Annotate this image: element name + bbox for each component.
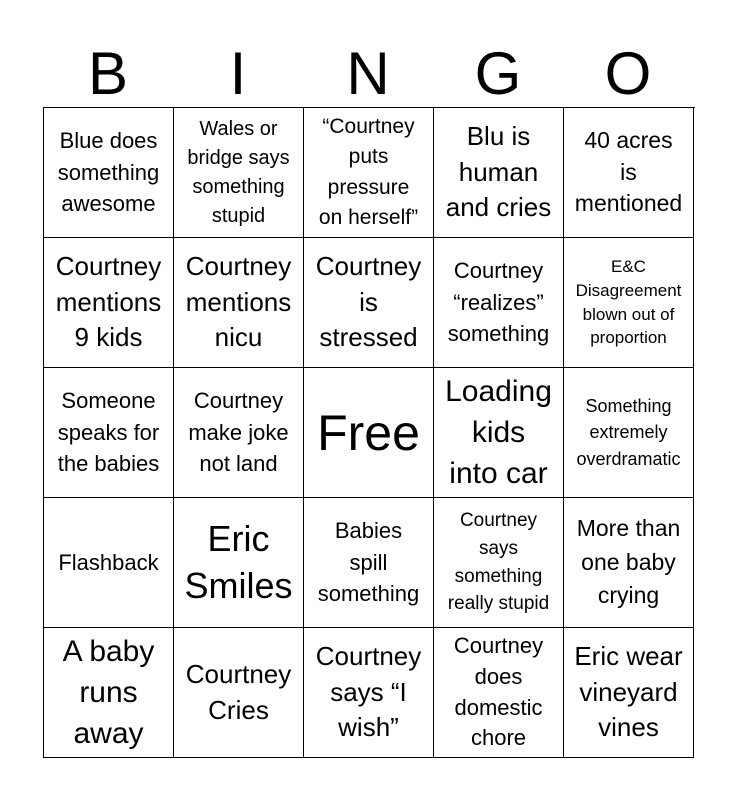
bingo-cell-r1c4[interactable] — [434, 108, 564, 238]
bingo-cell-r5c3[interactable] — [304, 628, 434, 758]
bingo-cell-text: Someone speaks for the babies — [57, 387, 160, 477]
bingo-cell-r3c3[interactable] — [304, 368, 434, 498]
bingo-cell-text: Babies spill something — [317, 517, 420, 607]
bingo-cell-text: Courtney “realizes” something — [447, 257, 550, 347]
bingo-cell-text: Courtney Cries — [185, 658, 292, 725]
bingo-cell-text: Blu is human and cries — [445, 121, 552, 223]
bingo-cell-text: Blue does something awesome — [57, 127, 160, 217]
bingo-header — [43, 40, 693, 108]
header-letter-n: N — [346, 40, 390, 107]
bingo-cell-r2c2[interactable] — [174, 238, 304, 368]
header-letter-i: I — [229, 40, 247, 107]
bingo-cell-r3c5[interactable] — [564, 368, 694, 498]
bingo-cell-text: Eric wear vineyard vines — [574, 641, 683, 743]
bingo-cell-r4c5[interactable] — [564, 498, 694, 628]
bingo-cell-r4c4[interactable] — [434, 498, 564, 628]
header-letter-o: O — [604, 40, 652, 107]
header-letter-g: G — [474, 40, 522, 107]
bingo-cell-text: “Courtney puts pressure on herself” — [318, 114, 419, 229]
bingo-cell-r4c1[interactable] — [44, 498, 174, 628]
bingo-cell-text: 40 acres is mentioned — [574, 126, 683, 217]
bingo-cell-r5c4[interactable] — [434, 628, 564, 758]
bingo-cell-r2c3[interactable] — [304, 238, 434, 368]
bingo-cell-r5c2[interactable] — [174, 628, 304, 758]
bingo-cell-r3c4[interactable] — [434, 368, 564, 498]
header-letter-b: B — [87, 40, 129, 107]
bingo-cell-text: Courtney is stressed — [315, 251, 422, 353]
bingo-cell-text: Loading kids into car — [445, 374, 552, 491]
bingo-cell-r2c5[interactable] — [564, 238, 694, 368]
bingo-cell-text: Courtney does domestic chore — [453, 633, 544, 751]
bingo-cell-text: More than one baby crying — [576, 515, 681, 609]
bingo-cell-text: Courtney make joke not land — [188, 387, 289, 477]
bingo-cell-r3c2[interactable] — [174, 368, 304, 498]
bingo-cell-text: Courtney says something really stupid — [447, 510, 550, 615]
bingo-cell-text: A baby runs away — [62, 634, 155, 751]
bingo-cell-r5c1[interactable] — [44, 628, 174, 758]
bingo-cell-r4c2[interactable] — [174, 498, 304, 628]
bingo-cell-text: Wales or bridge says something stupid — [187, 117, 290, 227]
bingo-cell-r2c4[interactable] — [434, 238, 564, 368]
bingo-board — [43, 107, 695, 758]
bingo-cell-r1c3[interactable] — [304, 108, 434, 238]
bingo-cell-r1c5[interactable] — [564, 108, 694, 238]
bingo-cell-r4c3[interactable] — [304, 498, 434, 628]
bingo-cell-r1c1[interactable] — [44, 108, 174, 238]
bingo-cell-text: Courtney mentions nicu — [185, 251, 292, 353]
bingo-cell-text: E&C Disagreement blown out of proportion — [575, 257, 682, 348]
bingo-cell-text: Free — [317, 404, 420, 461]
bingo-cell-text: Courtney mentions 9 kids — [55, 251, 162, 353]
bingo-cell-r2c1[interactable] — [44, 238, 174, 368]
bingo-cell-text: Something extremely overdramatic — [576, 396, 681, 469]
bingo-cell-text: Courtney says “I wish” — [315, 641, 422, 743]
bingo-cell-r3c1[interactable] — [44, 368, 174, 498]
bingo-cell-r1c2[interactable] — [174, 108, 304, 238]
bingo-cell-r5c5[interactable] — [564, 628, 694, 758]
bingo-cell-text: Eric Smiles — [184, 517, 293, 606]
bingo-cell-text: Flashback — [58, 549, 159, 575]
